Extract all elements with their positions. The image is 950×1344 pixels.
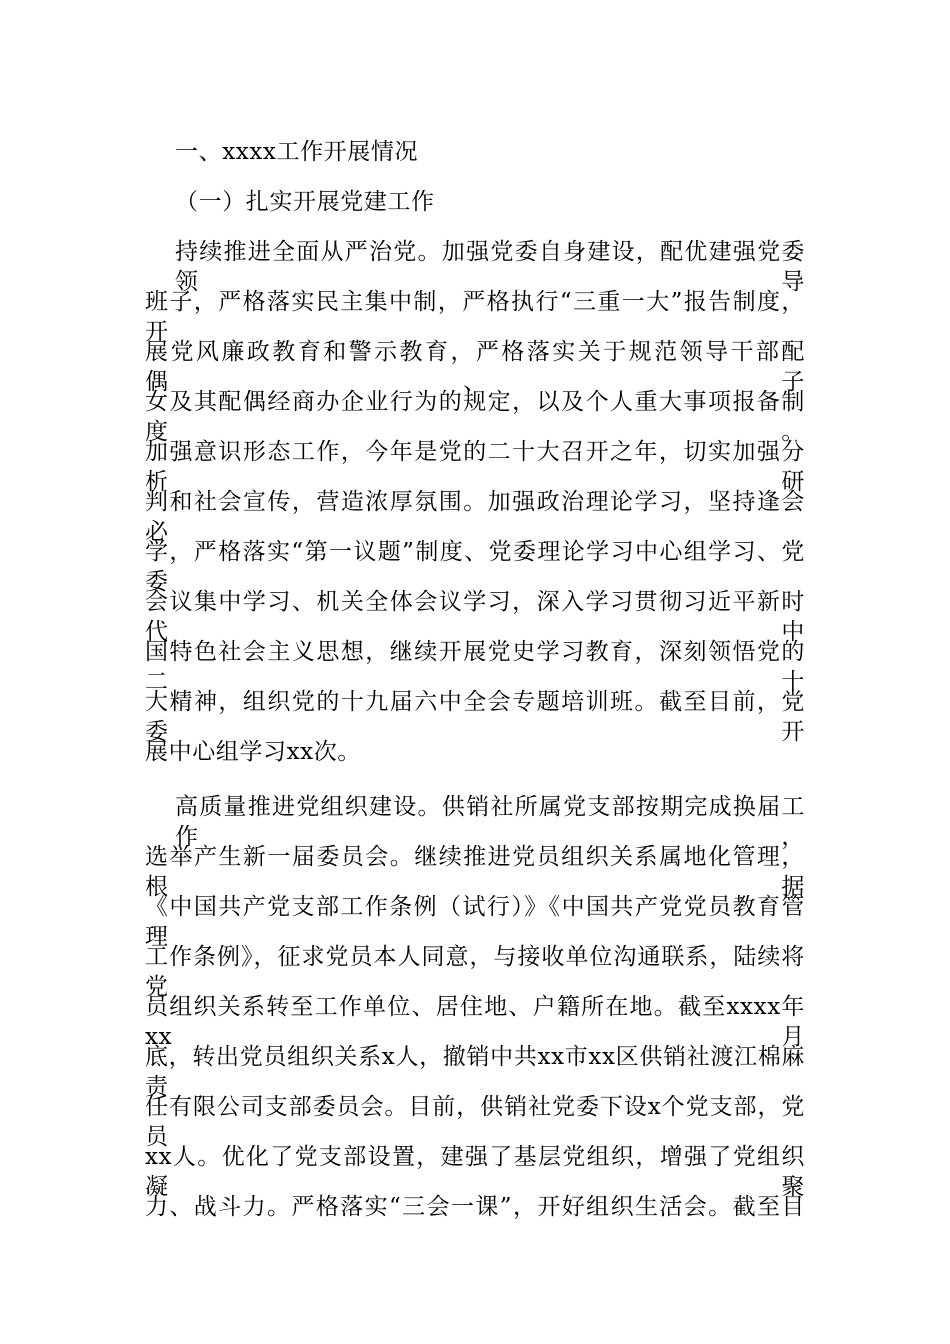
- section-heading: 一、xxxx工作开展情况: [175, 139, 419, 165]
- paragraph-line: 班子，严格落实民主集中制，严格执行“三重一大”报告制度，开: [145, 289, 805, 345]
- paragraph-line: 判和社会宣传，营造浓厚氛围。加强政治理论学习，坚持逢会必: [145, 489, 805, 545]
- paragraph-line: 底，转出党员组织关系x人，撤销中共xx市xx区供销社渡江棉麻责: [145, 1044, 805, 1100]
- paragraph-line: 大精神，组织党的十九届六中全会专题培训班。截至目前，党委开: [145, 689, 805, 745]
- paragraph-line: 工作条例》，征求党员本人同意，与接收单位沟通联系，陆续将党: [145, 944, 805, 1000]
- paragraph-line: 员组织关系转至工作单位、居住地、户籍所在地。截至xxxx年xx月: [145, 994, 805, 1050]
- paragraph-line: 展党风廉政教育和警示教育，严格落实关于规范领导干部配偶、子: [145, 339, 805, 395]
- paragraph-line: xx人。优化了党支部设置，建强了基层党组织，增强了党组织凝聚: [145, 1144, 805, 1200]
- paragraph-line: 展中心组学习xx次。: [145, 739, 361, 765]
- paragraph-line: 加强意识形态工作，今年是党的二十大召开之年，切实加强分析研: [145, 439, 805, 495]
- paragraph-line: 女及其配偶经商办企业行为的规定，以及个人重大事项报备制度。: [145, 389, 805, 445]
- paragraph-line: 选举产生新一届委员会。继续推进党员组织关系属地化管理，根据: [145, 844, 805, 900]
- paragraph-line: 会议集中学习、机关全体会议学习，深入学习贯彻习近平新时代中: [145, 589, 805, 645]
- paragraph-line: 持续推进全面从严治党。加强党委自身建设，配优建强党委领导: [175, 239, 805, 295]
- paragraph-line: 学，严格落实“第一议题”制度、党委理论学习中心组学习、党委: [145, 539, 805, 595]
- paragraph-line: 高质量推进党组织建设。供销社所属党支部按期完成换届工作，: [175, 794, 805, 850]
- subsection-heading: （一）扎实开展党建工作: [175, 189, 435, 215]
- paragraph-line: 任有限公司支部委员会。目前，供销社党委下设x个党支部，党员: [145, 1094, 805, 1150]
- paragraph-line: 力、战斗力。严格落实“三会一课”，开好组织生活会。截至目: [145, 1194, 805, 1220]
- paragraph-line: 《中国共产党支部工作条例（试行）》《中国共产党党员教育管理: [145, 894, 805, 950]
- paragraph-line: 国特色社会主义思想，继续开展党史学习教育，深刻领悟党的二十: [145, 639, 805, 695]
